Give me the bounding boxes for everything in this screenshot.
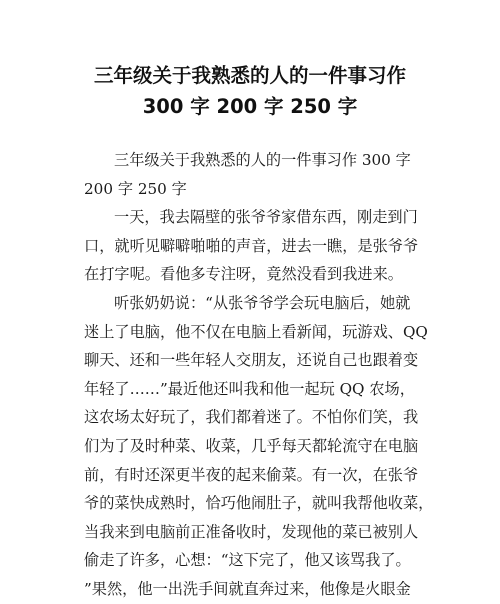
body-line: 这农场太好玩了，我们都着迷了。不怕你们笑，我 [84, 408, 419, 427]
body-line: 200 字 250 字 [84, 179, 187, 198]
body-line: 三年级关于我熟悉的人的一件事习作 300 字 [114, 151, 411, 169]
body-line: ”果然，他一出洗手间就直奔过来，他像是火眼金 [84, 579, 411, 598]
document-body [84, 146, 434, 604]
body-line: 当我来到电脑前正准备收时，发现他的菜已被别人 [84, 522, 419, 541]
body-line: 聊天、还和一些年轻人交朋友，还说自己也跟着变 [84, 351, 419, 370]
body-line: 听张奶奶说：“从张爷爷学会玩电脑后，她就 [114, 293, 411, 312]
title-line-1: 三年级关于我熟悉的人的一件事习作 [93, 64, 406, 87]
title-line-2: 300 字 200 字 250 字 [142, 95, 358, 118]
body-line: 前，有时还深更半夜的起来偷菜。有一次，在张爷 [84, 465, 419, 484]
body-line: 爷的菜快成熟时，恰巧他闹肚子，就叫我帮他收菜， [84, 494, 434, 513]
body-line: 在打字呢。看他多专注呀，竟然没看到我进来。 [84, 265, 403, 284]
body-line: 偷走了许多，心想：“这下完了，他又该骂我了。 [84, 551, 411, 570]
document-title [0, 60, 500, 122]
body-line: 年轻了……”最近他还叫我和他一起玩 QQ 农场， [84, 379, 415, 398]
body-line: 迷上了电脑，他不仅在电脑上看新闻，玩游戏、QQ [84, 322, 428, 341]
body-line: 口，就听见噼噼啪啪的声音，进去一瞧，是张爷爷 [84, 236, 419, 255]
body-line: 一天，我去隔壁的张爷爷家借东西，刚走到门 [114, 208, 418, 227]
body-line: 们为了及时种菜、收菜，几乎每天都轮流守在电脑 [84, 436, 419, 455]
